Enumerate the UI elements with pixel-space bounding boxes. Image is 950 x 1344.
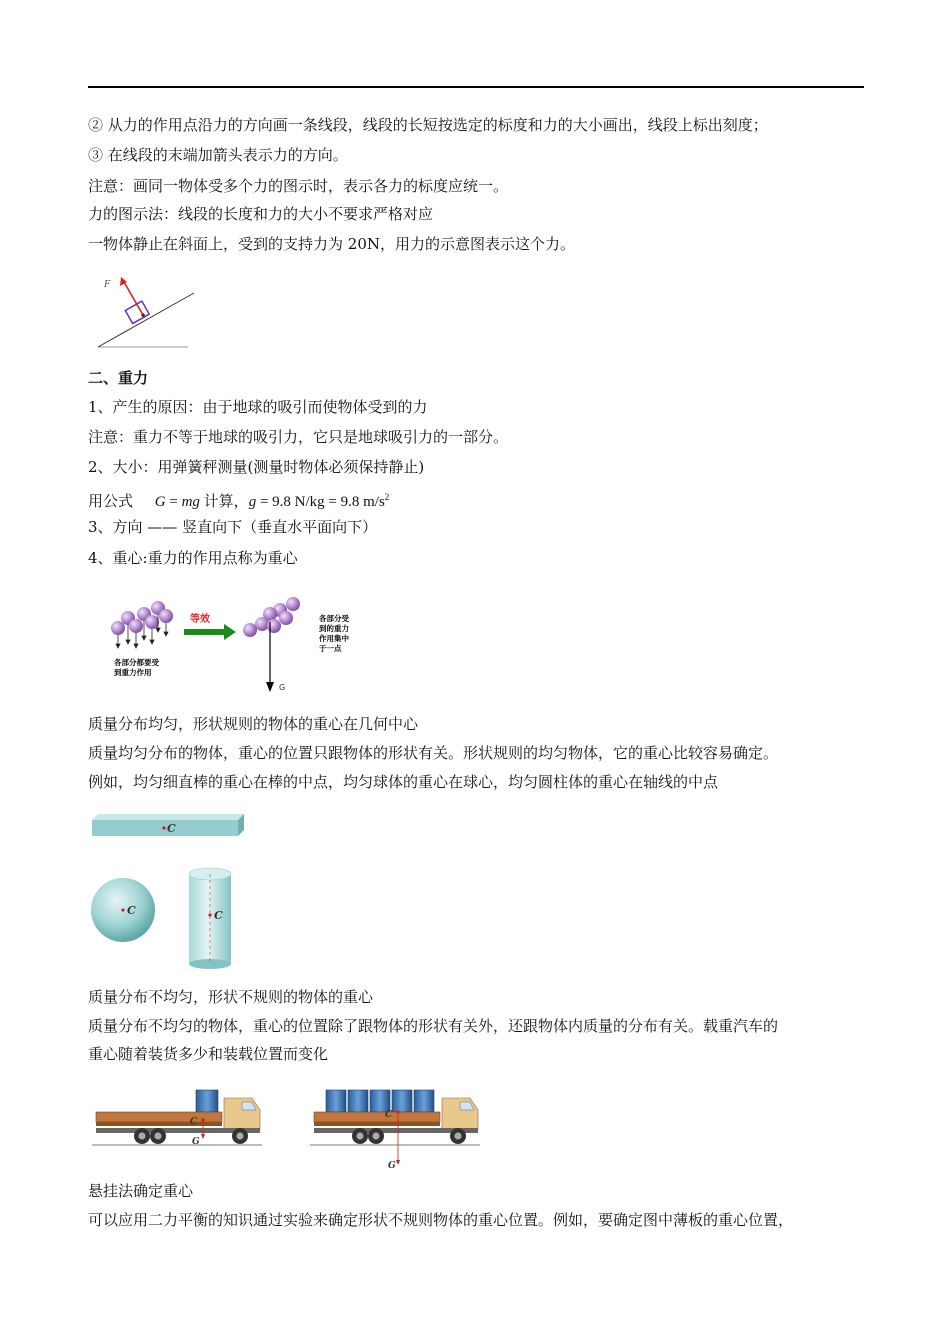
rod-c-label: C — [167, 822, 176, 835]
right-caption-2: 到的重力 — [319, 624, 349, 633]
gravity-equivalence-figure — [100, 586, 370, 698]
text-line: 注意：画同一物体受多个力的图示时，表示各力的标度应统一。 — [88, 177, 509, 195]
right-sphere-cluster — [243, 597, 300, 637]
left-caption-1: 各部分都要受 — [114, 658, 159, 667]
truck1-c-label: C — [190, 1117, 198, 1127]
text-line: 悬挂法确定重心 — [88, 1182, 194, 1200]
text-line: ② 从力的作用点沿力的方向画一条线段，线段的长短按选定的标度和力的大小画出，线段上标出刻度； — [88, 116, 768, 134]
regular-shapes-figure — [88, 812, 248, 972]
text-line: 例如，均匀细直棒的重心在棒的中点，均匀球体的重心在球心，均匀圆柱体的重心在轴线的中点 — [88, 773, 719, 791]
formula-prefix: 用公式 — [88, 492, 134, 510]
uniform-cylinder — [189, 868, 231, 969]
text-line: 1、产生的原因：由于地球的吸引而使物体受到的力 — [88, 398, 428, 416]
truck1-g-label: G — [192, 1137, 200, 1147]
left-sphere-cluster — [111, 601, 173, 648]
formula-sup: 2 — [384, 492, 390, 502]
right-caption-1: 各部分受 — [319, 614, 349, 623]
text-line: 力的图示法：线段的长度和力的大小不要求严格对应 — [88, 205, 434, 223]
left-caption-2: 到重力作用 — [114, 668, 152, 677]
text-line: 3、方向 —— 竖直向下（垂直水平面向下） — [88, 518, 378, 536]
truck-1 — [92, 1090, 262, 1147]
uniform-sphere — [91, 878, 155, 942]
resultant-gravity-arrowhead — [266, 682, 274, 692]
text-line: 一物体静止在斜面上，受到的支持力为 20N，用力的示意图表示这个力。 — [88, 235, 575, 253]
force-label: F — [104, 280, 111, 290]
header-rule — [88, 86, 864, 88]
text-line: 注意：重力不等于地球的吸引力，它只是地球吸引力的一部分。 — [88, 428, 509, 446]
truck-2 — [310, 1090, 480, 1171]
text-line: 质量均匀分布的物体，重心的位置只跟物体的形状有关。形状规则的均匀物体，它的重心比较容易确定。 — [88, 744, 779, 762]
text-line: 质量分布不均匀，形状不规则的物体的重心 — [88, 988, 374, 1006]
right-caption-3: 作用集中 — [319, 634, 349, 643]
section-heading: 二、重力 — [88, 369, 149, 387]
formula-mg: mg — [181, 494, 200, 510]
cylinder-c-label: C — [214, 909, 223, 922]
equivalence-arrow-head — [224, 624, 236, 640]
right-caption-4: 于一点 — [319, 644, 342, 653]
formula-line — [88, 487, 389, 512]
formula-g: g — [248, 494, 257, 510]
text-line: ③ 在线段的末端加箭头表示力的方向。 — [88, 146, 348, 164]
text-line: 质量分布不均匀的物体，重心的位置除了跟物体的形状有关外，还跟物体内质量的分布有关。载重汽车的 — [88, 1017, 779, 1035]
truck2-c-label: C — [385, 1110, 393, 1120]
loaded-trucks-figure — [92, 1084, 492, 1176]
truck2-g-label: G — [388, 1161, 396, 1171]
text-line: 重心随着装货多少和装载位置而变化 — [88, 1045, 329, 1063]
equivalence-arrow-shaft — [184, 629, 224, 635]
formula-calc: 计算， — [199, 494, 249, 510]
uniform-rod — [92, 814, 244, 836]
text-line: 4、重心:重力的作用点称为重心 — [88, 549, 298, 567]
formula-rest: = 9.8 N/kg = 9.8 m/s — [256, 494, 385, 510]
formula-eq: = — [165, 494, 182, 510]
equivalence-label: 等效 — [190, 614, 210, 625]
text-line: 可以应用二力平衡的知识通过实验来确定形状不规则物体的重心位置。例如，要确定图中薄板的重心位置， — [88, 1211, 794, 1229]
sphere-c-label: C — [127, 904, 136, 917]
formula-G: G — [154, 494, 166, 510]
incline-force-figure — [94, 268, 198, 352]
text-line: 2、大小：用弹簧秤测量(测量时物体必须保持静止) — [88, 458, 425, 476]
text-line: 质量分布均匀，形状规则的物体的重心在几何中心 — [88, 715, 419, 733]
g-label: G — [279, 683, 286, 692]
